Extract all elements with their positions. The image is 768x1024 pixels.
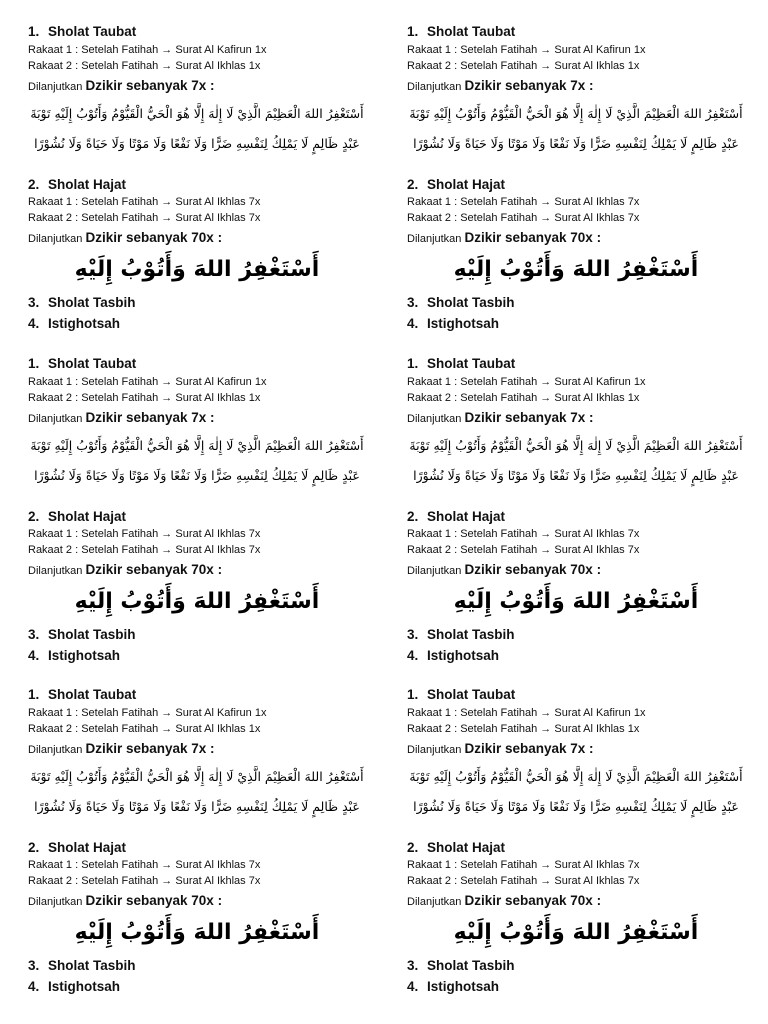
- heading-title: Sholat Tasbih: [427, 295, 515, 310]
- arabic-istighfar-line-2: عَبْدٍ ظَالِمٍ لَا يَمْلِكُ لِنَفْسِهِ ضَرًّا وَلَا نَفْعًا وَلَا مَوْتًا وَلَا حَيَاةً وَلَا نُشُوْرًا: [413, 136, 739, 151]
- istighotsah-heading: [28, 316, 120, 331]
- heading-title: Sholat Taubat: [427, 687, 516, 702]
- rakaat-2-instruction: Rakaat 2 : Setelah Fatihah → Surat Al Ikhlas 1x: [28, 392, 261, 404]
- dzikir-instruction: [407, 410, 594, 425]
- dzikir-prefix: Dilanjutkan: [407, 744, 462, 756]
- dzikir-count: Dzikir sebanyak 70x :: [85, 230, 223, 245]
- arabic-astaghfirullah: أَسْتَغْفِرُ اللهَ وَأَتُوْبُ إِلَيْهِ: [74, 257, 320, 282]
- rakaat-1-instruction: Rakaat 1 : Setelah Fatihah → Surat Al Kafirun 1x: [407, 376, 646, 388]
- heading-title: Sholat Taubat: [427, 356, 516, 371]
- sholat-tasbih-heading: [28, 958, 136, 973]
- card-top-right: [407, 24, 767, 342]
- dzikir-instruction: [28, 410, 215, 425]
- heading-number: 3.: [28, 295, 40, 310]
- sholat-hajat-heading: [407, 509, 505, 524]
- rakaat-2-instruction: Rakaat 2 : Setelah Fatihah → Surat Al Ikhlas 1x: [407, 392, 640, 404]
- heading-number: 3.: [28, 958, 40, 973]
- heading-number: 2.: [28, 177, 40, 192]
- dzikir-count: Dzikir sebanyak 70x :: [464, 230, 602, 245]
- dzikir-instruction: [28, 741, 215, 756]
- card-bottom-right: [407, 687, 767, 1005]
- heading-title: Istighotsah: [48, 979, 121, 994]
- heading-title: Sholat Tasbih: [48, 295, 136, 310]
- rakaat-2-instruction: Rakaat 2 : Setelah Fatihah → Surat Al Ikhlas 1x: [28, 723, 261, 735]
- arabic-istighfar-line-2: عَبْدٍ ظَالِمٍ لَا يَمْلِكُ لِنَفْسِهِ ضَرًّا وَلَا نَفْعًا وَلَا مَوْتًا وَلَا حَيَاةً وَلَا نُشُوْرًا: [413, 468, 739, 483]
- rakaat-2-instruction: Rakaat 2 : Setelah Fatihah → Surat Al Ikhlas 7x: [407, 544, 640, 556]
- heading-title: Istighotsah: [427, 648, 500, 663]
- arabic-istighfar-line-1: أَسْتَغْفِرُ اللهَ الْعَظِيْمَ الَّذِيْ لَا إِلٰهَ إِلَّا هُوَ الْحَيُّ الْقَيُّوْمُ وَأَتُوْبُ إِلَيْهِ تَوْبَةَ: [30, 769, 364, 784]
- heading-number: 2.: [28, 509, 40, 524]
- card-bottom-left: [28, 687, 388, 1005]
- heading-number: 4.: [407, 979, 419, 994]
- istighotsah-heading: [407, 648, 499, 663]
- dzikir-instruction: [407, 230, 601, 245]
- dzikir-count: Dzikir sebanyak 7x :: [464, 741, 594, 756]
- dzikir-instruction: [28, 230, 222, 245]
- rakaat-2-instruction: Rakaat 2 : Setelah Fatihah → Surat Al Ikhlas 7x: [407, 875, 640, 887]
- sholat-tasbih-heading: [407, 295, 515, 310]
- dzikir-prefix: Dilanjutkan: [407, 565, 462, 577]
- dzikir-count: Dzikir sebanyak 7x :: [85, 741, 215, 756]
- dzikir-count: Dzikir sebanyak 70x :: [85, 893, 223, 908]
- arabic-istighfar-line-2: عَبْدٍ ظَالِمٍ لَا يَمْلِكُ لِنَفْسِهِ ضَرًّا وَلَا نَفْعًا وَلَا مَوْتًا وَلَا حَيَاةً وَلَا نُشُوْرًا: [34, 468, 360, 483]
- istighotsah-heading: [407, 979, 499, 994]
- heading-title: Istighotsah: [427, 316, 500, 331]
- rakaat-2-instruction: Rakaat 2 : Setelah Fatihah → Surat Al Ikhlas 7x: [28, 212, 261, 224]
- rakaat-1-instruction: Rakaat 1 : Setelah Fatihah → Surat Al Ikhlas 7x: [407, 528, 640, 540]
- arabic-istighfar-line-1: أَسْتَغْفِرُ اللهَ الْعَظِيْمَ الَّذِيْ لَا إِلٰهَ إِلَّا هُوَ الْحَيُّ الْقَيُّوْمُ وَأَتُوْبُ إِلَيْهِ تَوْبَةَ: [30, 438, 364, 453]
- dzikir-prefix: Dilanjutkan: [28, 565, 83, 577]
- dzikir-instruction: [407, 562, 601, 577]
- dzikir-instruction: [28, 562, 222, 577]
- heading-title: Istighotsah: [48, 648, 121, 663]
- heading-number: 3.: [407, 627, 419, 642]
- arabic-istighfar-line-2: عَبْدٍ ظَالِمٍ لَا يَمْلِكُ لِنَفْسِهِ ضَرًّا وَلَا نَفْعًا وَلَا مَوْتًا وَلَا حَيَاةً وَلَا نُشُوْرًا: [34, 136, 360, 151]
- heading-title: Sholat Hajat: [48, 177, 127, 192]
- heading-number: 2.: [28, 840, 40, 855]
- dzikir-prefix: Dilanjutkan: [28, 81, 83, 93]
- heading-title: Sholat Tasbih: [427, 627, 515, 642]
- rakaat-1-instruction: Rakaat 1 : Setelah Fatihah → Surat Al Ikhlas 7x: [407, 196, 640, 208]
- card-top-left: [28, 24, 388, 342]
- heading-number: 4.: [28, 316, 40, 331]
- dzikir-instruction: [407, 893, 601, 908]
- heading-title: Sholat Hajat: [48, 840, 127, 855]
- card-middle-left: [28, 356, 388, 674]
- sholat-taubat-heading: [407, 687, 515, 702]
- heading-number: 4.: [407, 648, 419, 663]
- arabic-istighfar-line-1: أَسْتَغْفِرُ اللهَ الْعَظِيْمَ الَّذِيْ لَا إِلٰهَ إِلَّا هُوَ الْحَيُّ الْقَيُّوْمُ وَأَتُوْبُ إِلَيْهِ تَوْبَةَ: [409, 106, 743, 121]
- heading-number: 2.: [407, 509, 419, 524]
- rakaat-2-instruction: Rakaat 2 : Setelah Fatihah → Surat Al Ikhlas 1x: [407, 60, 640, 72]
- heading-title: Sholat Tasbih: [48, 958, 136, 973]
- rakaat-1-instruction: Rakaat 1 : Setelah Fatihah → Surat Al Kafirun 1x: [28, 44, 267, 56]
- dzikir-prefix: Dilanjutkan: [28, 896, 83, 908]
- heading-number: 2.: [407, 840, 419, 855]
- heading-title: Sholat Taubat: [48, 356, 137, 371]
- dzikir-count: Dzikir sebanyak 7x :: [85, 78, 215, 93]
- sholat-hajat-heading: [28, 840, 126, 855]
- arabic-astaghfirullah: أَسْتَغْفِرُ اللهَ وَأَتُوْبُ إِلَيْهِ: [453, 920, 699, 945]
- dzikir-prefix: Dilanjutkan: [28, 413, 83, 425]
- sholat-tasbih-heading: [407, 627, 515, 642]
- dzikir-instruction: [28, 78, 215, 93]
- heading-number: 3.: [407, 295, 419, 310]
- rakaat-1-instruction: Rakaat 1 : Setelah Fatihah → Surat Al Kafirun 1x: [407, 707, 646, 719]
- rakaat-1-instruction: Rakaat 1 : Setelah Fatihah → Surat Al Kafirun 1x: [28, 376, 267, 388]
- istighotsah-heading: [28, 648, 120, 663]
- dzikir-instruction: [407, 741, 594, 756]
- dzikir-count: Dzikir sebanyak 70x :: [464, 893, 602, 908]
- rakaat-1-instruction: Rakaat 1 : Setelah Fatihah → Surat Al Kafirun 1x: [407, 44, 646, 56]
- dzikir-count: Dzikir sebanyak 70x :: [85, 562, 223, 577]
- heading-title: Sholat Hajat: [427, 177, 506, 192]
- heading-number: 1.: [407, 24, 419, 39]
- rakaat-1-instruction: Rakaat 1 : Setelah Fatihah → Surat Al Ikhlas 7x: [28, 859, 261, 871]
- arabic-istighfar-line-2: عَبْدٍ ظَالِمٍ لَا يَمْلِكُ لِنَفْسِهِ ضَرًّا وَلَا نَفْعًا وَلَا مَوْتًا وَلَا حَيَاةً وَلَا نُشُوْرًا: [34, 799, 360, 814]
- heading-number: 1.: [28, 356, 40, 371]
- arabic-astaghfirullah: أَسْتَغْفِرُ اللهَ وَأَتُوْبُ إِلَيْهِ: [74, 920, 320, 945]
- sholat-tasbih-heading: [407, 958, 515, 973]
- arabic-istighfar-line-1: أَسْتَغْفِرُ اللهَ الْعَظِيْمَ الَّذِيْ لَا إِلٰهَ إِلَّا هُوَ الْحَيُّ الْقَيُّوْمُ وَأَتُوْبُ إِلَيْهِ تَوْبَةَ: [409, 769, 743, 784]
- heading-title: Sholat Taubat: [48, 24, 137, 39]
- dzikir-prefix: Dilanjutkan: [407, 896, 462, 908]
- heading-number: 1.: [407, 356, 419, 371]
- rakaat-2-instruction: Rakaat 2 : Setelah Fatihah → Surat Al Ikhlas 7x: [28, 875, 261, 887]
- sholat-taubat-heading: [28, 687, 136, 702]
- sholat-hajat-heading: [28, 509, 126, 524]
- arabic-istighfar-line-1: أَسْتَغْفِرُ اللهَ الْعَظِيْمَ الَّذِيْ لَا إِلٰهَ إِلَّا هُوَ الْحَيُّ الْقَيُّوْمُ وَأَتُوْبُ إِلَيْهِ تَوْبَةَ: [409, 438, 743, 453]
- dzikir-prefix: Dilanjutkan: [28, 744, 83, 756]
- card-middle-right: [407, 356, 767, 674]
- dzikir-count: Dzikir sebanyak 70x :: [464, 562, 602, 577]
- heading-title: Sholat Tasbih: [427, 958, 515, 973]
- heading-number: 2.: [407, 177, 419, 192]
- rakaat-2-instruction: Rakaat 2 : Setelah Fatihah → Surat Al Ikhlas 1x: [28, 60, 261, 72]
- heading-title: Sholat Hajat: [48, 509, 127, 524]
- heading-number: 1.: [28, 687, 40, 702]
- istighotsah-heading: [28, 979, 120, 994]
- dzikir-prefix: Dilanjutkan: [407, 81, 462, 93]
- heading-title: Sholat Taubat: [48, 687, 137, 702]
- heading-number: 1.: [28, 24, 40, 39]
- dzikir-prefix: Dilanjutkan: [407, 413, 462, 425]
- rakaat-2-instruction: Rakaat 2 : Setelah Fatihah → Surat Al Ikhlas 7x: [407, 212, 640, 224]
- heading-title: Istighotsah: [48, 316, 121, 331]
- heading-title: Sholat Hajat: [427, 840, 506, 855]
- istighotsah-heading: [407, 316, 499, 331]
- dzikir-prefix: Dilanjutkan: [28, 233, 83, 245]
- heading-number: 1.: [407, 687, 419, 702]
- heading-number: 4.: [28, 979, 40, 994]
- sholat-tasbih-heading: [28, 295, 136, 310]
- heading-number: 4.: [407, 316, 419, 331]
- arabic-istighfar-line-1: أَسْتَغْفِرُ اللهَ الْعَظِيْمَ الَّذِيْ لَا إِلٰهَ إِلَّا هُوَ الْحَيُّ الْقَيُّوْمُ وَأَتُوْبُ إِلَيْهِ تَوْبَةَ: [30, 106, 364, 121]
- sholat-hajat-heading: [28, 177, 126, 192]
- rakaat-1-instruction: Rakaat 1 : Setelah Fatihah → Surat Al Ikhlas 7x: [407, 859, 640, 871]
- dzikir-instruction: [407, 78, 594, 93]
- dzikir-prefix: Dilanjutkan: [407, 233, 462, 245]
- heading-number: 3.: [28, 627, 40, 642]
- rakaat-1-instruction: Rakaat 1 : Setelah Fatihah → Surat Al Ikhlas 7x: [28, 196, 261, 208]
- rakaat-2-instruction: Rakaat 2 : Setelah Fatihah → Surat Al Ikhlas 7x: [28, 544, 261, 556]
- heading-number: 3.: [407, 958, 419, 973]
- sholat-taubat-heading: [407, 24, 515, 39]
- sholat-taubat-heading: [28, 356, 136, 371]
- sholat-hajat-heading: [407, 840, 505, 855]
- rakaat-1-instruction: Rakaat 1 : Setelah Fatihah → Surat Al Kafirun 1x: [28, 707, 267, 719]
- rakaat-1-instruction: Rakaat 1 : Setelah Fatihah → Surat Al Ikhlas 7x: [28, 528, 261, 540]
- arabic-istighfar-line-2: عَبْدٍ ظَالِمٍ لَا يَمْلِكُ لِنَفْسِهِ ضَرًّا وَلَا نَفْعًا وَلَا مَوْتًا وَلَا حَيَاةً وَلَا نُشُوْرًا: [413, 799, 739, 814]
- sholat-taubat-heading: [28, 24, 136, 39]
- sholat-taubat-heading: [407, 356, 515, 371]
- arabic-astaghfirullah: أَسْتَغْفِرُ اللهَ وَأَتُوْبُ إِلَيْهِ: [74, 589, 320, 614]
- heading-title: Sholat Hajat: [427, 509, 506, 524]
- dzikir-count: Dzikir sebanyak 7x :: [464, 78, 594, 93]
- heading-number: 4.: [28, 648, 40, 663]
- dzikir-count: Dzikir sebanyak 7x :: [85, 410, 215, 425]
- arabic-astaghfirullah: أَسْتَغْفِرُ اللهَ وَأَتُوْبُ إِلَيْهِ: [453, 589, 699, 614]
- heading-title: Sholat Tasbih: [48, 627, 136, 642]
- dzikir-instruction: [28, 893, 222, 908]
- heading-title: Istighotsah: [427, 979, 500, 994]
- heading-title: Sholat Taubat: [427, 24, 516, 39]
- rakaat-2-instruction: Rakaat 2 : Setelah Fatihah → Surat Al Ikhlas 1x: [407, 723, 640, 735]
- arabic-astaghfirullah: أَسْتَغْفِرُ اللهَ وَأَتُوْبُ إِلَيْهِ: [453, 257, 699, 282]
- dzikir-count: Dzikir sebanyak 7x :: [464, 410, 594, 425]
- sholat-hajat-heading: [407, 177, 505, 192]
- sholat-tasbih-heading: [28, 627, 136, 642]
